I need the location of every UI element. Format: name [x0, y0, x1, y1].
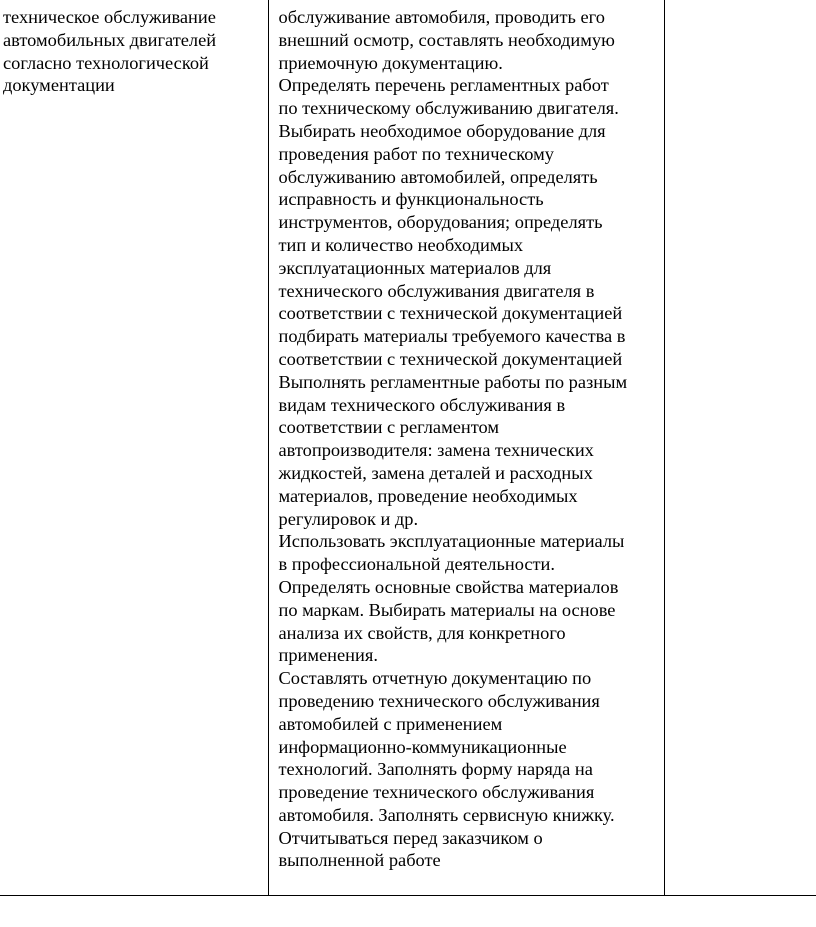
skills-line: инструментов, оборудования; определять — [278, 212, 603, 233]
skills-line: Определять основные свойства материалов — [278, 576, 619, 597]
skills-line: Выбирать необходимое оборудование для — [278, 120, 606, 141]
skills-line: соответствии с технической документацией — [278, 303, 623, 324]
skills-line: технического обслуживания двигателя в — [278, 280, 595, 301]
skills-line: Использовать эксплуатационные материалы — [278, 531, 625, 552]
competency-cell — [0, 0, 268, 896]
skills-line: проведение технического обслуживания — [278, 782, 595, 803]
skills-line: обслуживание автомобиля, проводить его — [278, 7, 605, 27]
skills-line: приемочную документацию. — [278, 52, 503, 73]
skills-line: подбирать материалы требуемого качества в — [278, 326, 626, 347]
skills-line: проведению технического обслуживания — [278, 690, 600, 711]
skills-line: эксплуатационных материалов для — [278, 257, 552, 278]
skills-line: автомобилей с применением — [278, 713, 503, 734]
skills-line: автомобиля. Заполнять сервисную книжку. — [278, 804, 615, 825]
competency-line: документации — [3, 75, 115, 96]
skills-line: видам технического обслуживания в — [278, 394, 566, 415]
skills-line: информационно-коммуникационные — [278, 736, 567, 757]
skills-line: внешний осмотр, составлять необходимую — [278, 29, 615, 50]
skills-line: технологий. Заполнять форму наряда на — [278, 759, 593, 780]
skills-line: материалов, проведение необходимых — [278, 485, 578, 506]
skills-line: автопроизводителя: замена технических — [278, 440, 594, 461]
skills-line: жидкостей, замена деталей и расходных — [278, 462, 593, 483]
skills-line: в профессиональной деятельности. — [278, 554, 555, 575]
empty-cell — [664, 0, 816, 896]
skills-line: проведения работ по техническому — [278, 143, 554, 164]
skills-line: выполненной работе — [278, 850, 441, 871]
skills-line: исправность и функциональность — [278, 189, 544, 210]
skills-line: Составлять отчетную документацию по — [278, 668, 592, 689]
skills-line: Выполнять регламентные работы по разным — [278, 371, 628, 392]
skills-line: Определять перечень регламентных работ — [278, 75, 609, 96]
skills-text — [269, 0, 664, 875]
skills-line: применения. — [278, 645, 378, 666]
competency-line: автомобильных двигателей — [3, 29, 217, 50]
skills-line: по техническому обслуживанию двигателя. — [278, 98, 619, 119]
skills-line: тип и количество необходимых — [278, 234, 524, 255]
skills-line: анализа их свойств, для конкретного — [278, 622, 566, 643]
competency-line: техническое обслуживание — [3, 7, 216, 27]
competency-line: согласно технологической — [3, 52, 209, 73]
competency-text — [0, 0, 268, 97]
skills-line: соответствии с технической документацией — [278, 348, 623, 369]
skills-line: обслуживанию автомобилей, определять — [278, 166, 598, 187]
skills-line: по маркам. Выбирать материалы на основе — [278, 599, 616, 620]
skills-line: соответствии с регламентом — [278, 417, 499, 438]
skills-cell — [268, 0, 664, 896]
skills-line: Отчитываться перед заказчиком о — [278, 827, 543, 848]
skills-line: регулировок и др. — [278, 508, 419, 529]
